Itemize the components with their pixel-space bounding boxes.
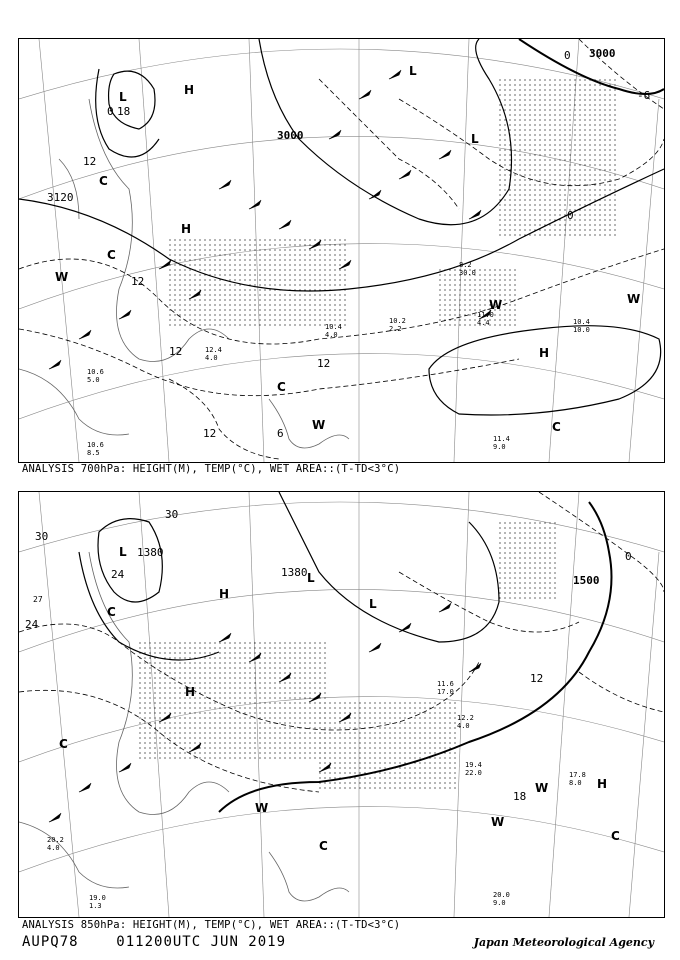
station-value: 10.2 2.2	[389, 317, 406, 333]
contour-label: 0	[107, 105, 114, 118]
contour-label: 24	[25, 618, 39, 631]
contour-label: 1380	[137, 546, 164, 559]
contour-label: 12	[169, 345, 183, 358]
wet-area	[169, 79, 619, 329]
contour-label: 24	[111, 568, 125, 581]
center-marker: W	[491, 815, 505, 829]
center-marker: W	[535, 781, 549, 795]
center-marker: H	[219, 587, 230, 601]
center-marker: L	[471, 132, 479, 146]
valid-time: 011200UTC JUN 2019	[116, 934, 287, 950]
contour-label: 0	[567, 209, 574, 222]
center-marker: L	[409, 64, 417, 78]
station-value: 12.4 4.0	[205, 346, 222, 362]
center-marker: W	[55, 270, 69, 284]
center-marker: C	[99, 174, 108, 188]
station-value: 10.4 10.0	[573, 318, 590, 334]
contour-label: 12	[131, 275, 145, 288]
contour-label: 3000	[589, 47, 616, 60]
center-marker: W	[627, 292, 641, 306]
center-marker: C	[107, 248, 116, 262]
station-value: 11.6 17.0	[437, 680, 454, 696]
contour-label: 3120	[47, 191, 74, 204]
caption-850hpa: ANALYSIS 850hPa: HEIGHT(M), TEMP(°C), WET AREA::(T-TD<3°C)	[22, 919, 401, 931]
agency-name: Japan Meteorological Agency	[473, 936, 654, 949]
contour-label: 0	[564, 49, 571, 62]
station-value: 11.0 4.4	[477, 311, 494, 327]
contour-label: 18	[513, 790, 527, 803]
station-value: 19.0 1.3	[89, 894, 106, 910]
center-marker: H	[184, 83, 195, 97]
contour-label: -6	[637, 89, 651, 102]
contour-label: 18	[117, 105, 131, 118]
station-value: 19.4 22.0	[465, 761, 482, 777]
station-value: 17.8 8.0	[569, 771, 586, 787]
center-marker: L	[369, 597, 377, 611]
station-value: 20.2 4.0	[47, 836, 64, 852]
center-marker: C	[107, 605, 116, 619]
center-marker: W	[489, 298, 503, 312]
center-marker: H	[597, 777, 608, 791]
center-marker: C	[611, 829, 620, 843]
center-marker: C	[319, 839, 328, 853]
contour-label: 12	[203, 427, 217, 440]
contour-label: 3000	[277, 129, 304, 142]
center-marker: L	[119, 545, 127, 559]
station-value: 10.6 5.0	[87, 368, 104, 384]
center-marker: H	[181, 222, 192, 236]
weather-map-700hpa	[19, 39, 664, 462]
contour-label: 1500	[573, 574, 600, 587]
center-marker: W	[255, 801, 269, 815]
center-marker: H	[185, 685, 196, 699]
center-marker: C	[277, 380, 286, 394]
center-marker: W	[312, 418, 326, 432]
map-panel-700hpa	[18, 38, 665, 463]
contour-label: 0	[625, 550, 632, 563]
station-value: 20.0 9.0	[493, 891, 510, 907]
weather-map-850hpa	[19, 492, 664, 917]
station-value: 8.2 30.0	[459, 261, 476, 277]
contour-label: 6	[277, 427, 284, 440]
contour-label: 12	[530, 672, 544, 685]
contour-label: 30	[165, 508, 179, 521]
footer-chart-code	[22, 934, 286, 950]
center-marker: L	[119, 90, 127, 104]
center-marker: C	[59, 737, 68, 751]
contour-label: 30	[35, 530, 49, 543]
station-value: 10.6 8.5	[87, 441, 104, 457]
station-value: 11.4 9.0	[493, 435, 510, 451]
caption-700hpa: ANALYSIS 700hPa: HEIGHT(M), TEMP(°C), WET AREA::(T-TD<3°C)	[22, 463, 401, 475]
center-marker: C	[552, 420, 561, 434]
chart-code: AUPQ78	[22, 934, 79, 950]
map-panel-850hpa	[18, 491, 665, 918]
contour-label: 27	[33, 595, 43, 604]
center-marker: H	[539, 346, 550, 360]
station-value: 10.4 4.0	[325, 323, 342, 339]
contour-label: 12	[317, 357, 331, 370]
station-value: 12.2 4.0	[457, 714, 474, 730]
contour-label: 12	[83, 155, 97, 168]
contour-label: 1380	[281, 566, 308, 579]
center-marker: L	[307, 571, 315, 585]
